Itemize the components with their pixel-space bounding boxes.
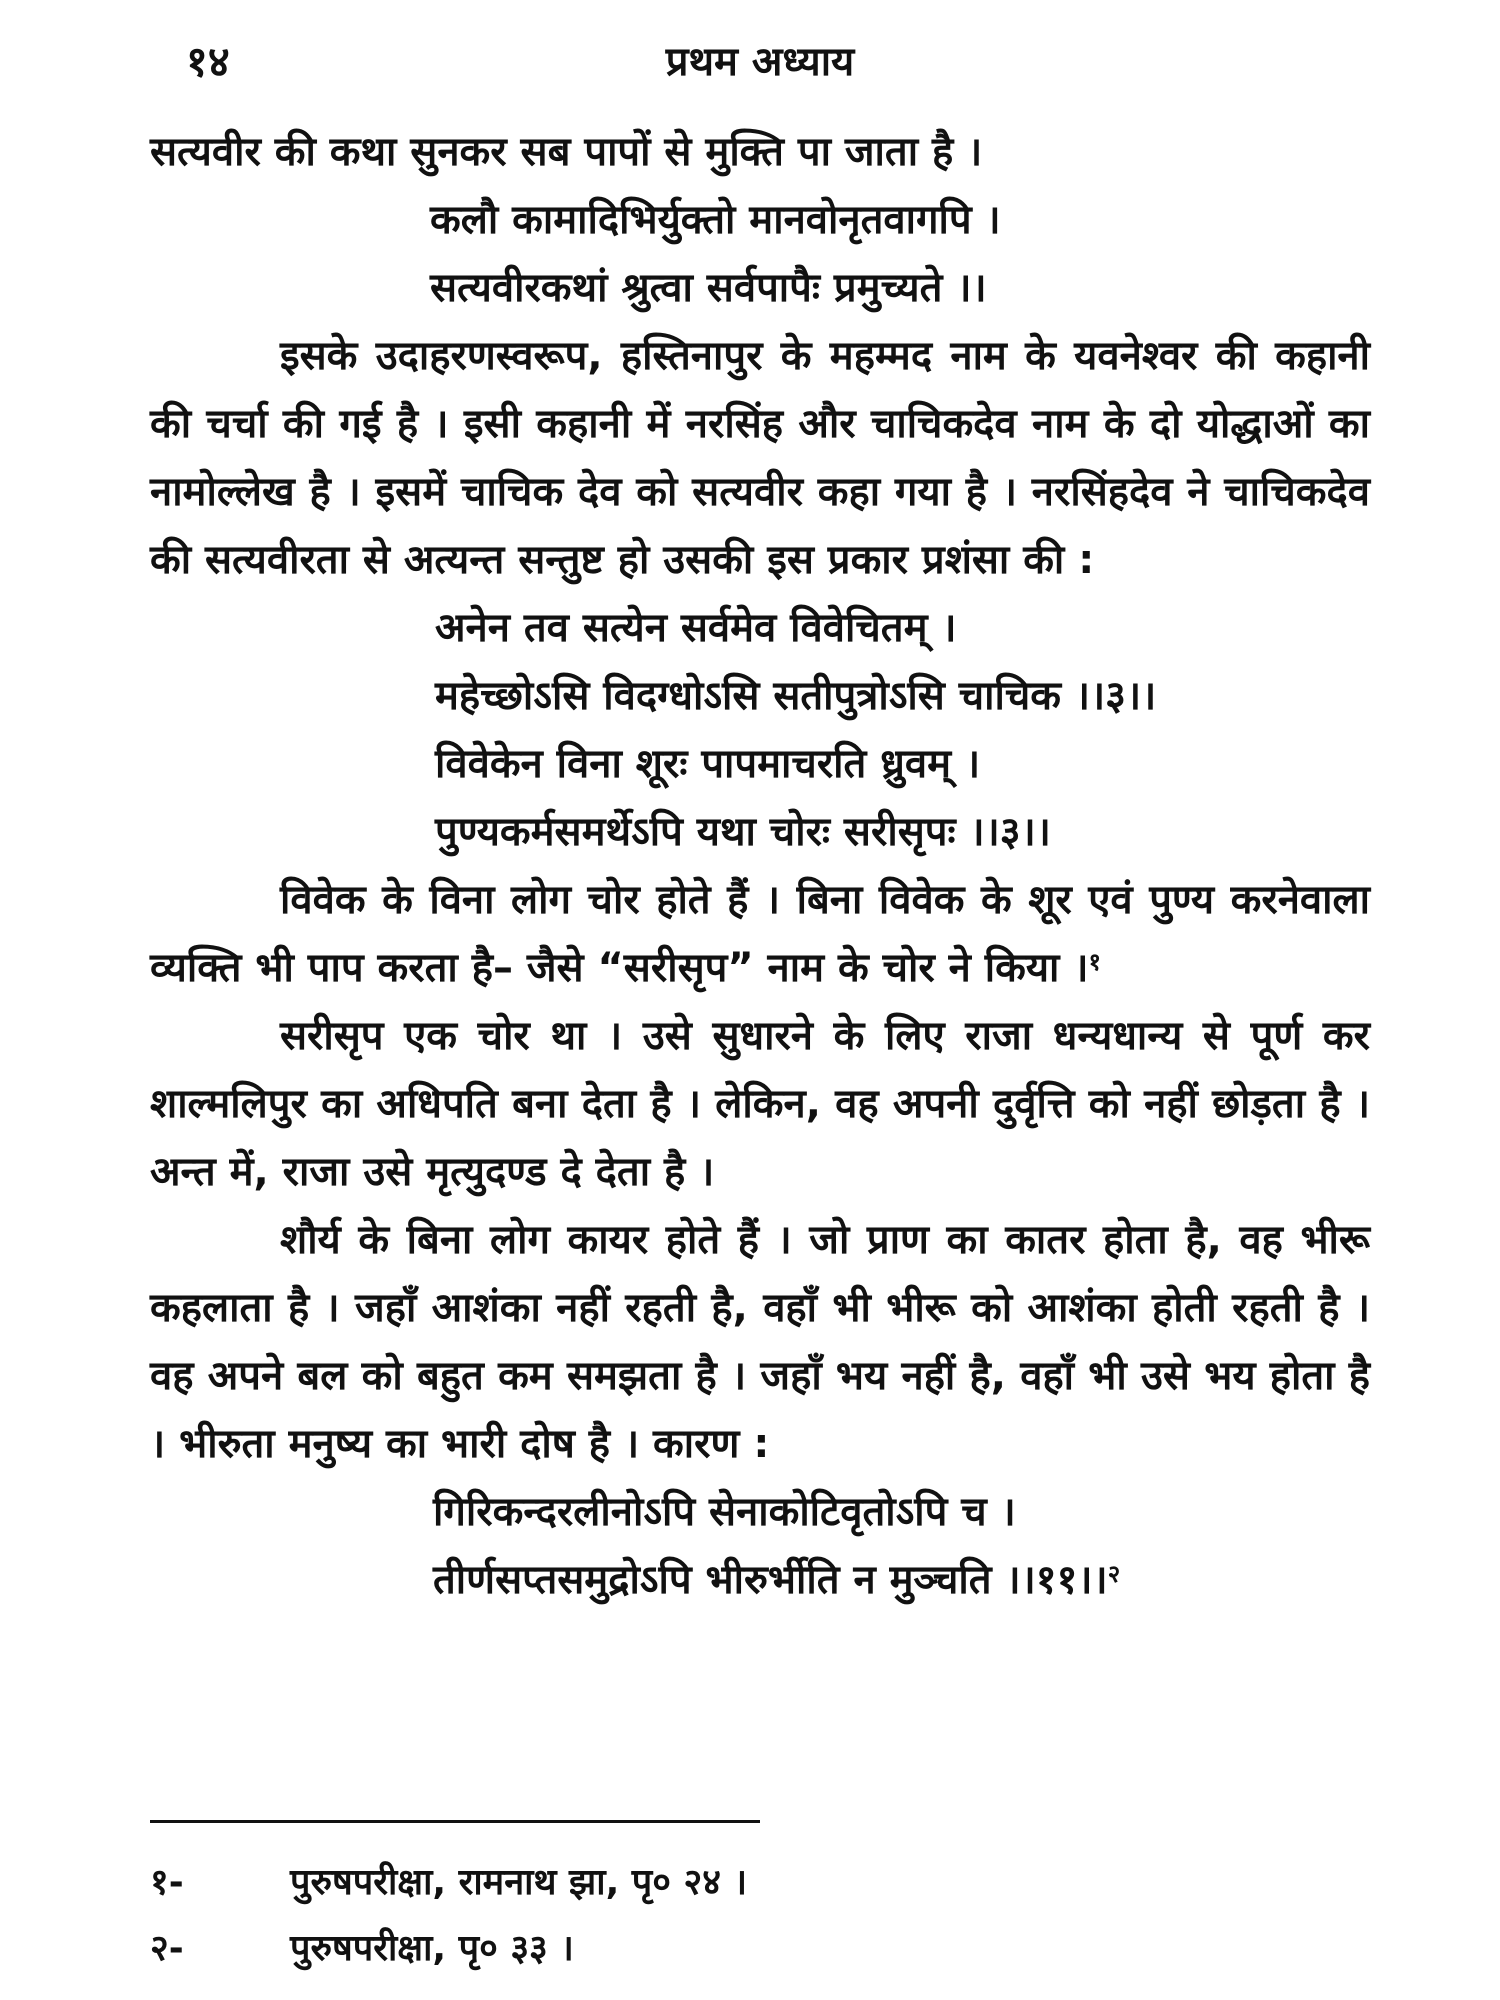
- footnotes: [150, 1850, 1250, 1982]
- page-number: १४: [186, 37, 230, 86]
- verse-2-line-1: अनेन तव सत्येन सर्वमेव विवेचितम् ।: [435, 605, 957, 651]
- verse-3-line-2-text: तीर्णसप्तसमुद्रोऽपि भीरुर्भीति न मुञ्चति ।।११।।: [433, 1557, 1108, 1603]
- verse-1-line-1: कलौ कामादिभिर्युक्तो मानवोनृतवागपि ।: [430, 197, 1001, 243]
- footnote-divider: [150, 1820, 760, 1823]
- footnote-2-text: पुरुषपरीक्षा, पृ० ३३ ।: [290, 1928, 574, 1969]
- verse-2-line-2: महेच्छोऽसि विदग्धोऽसि सतीपुत्रोऽसि चाचिक ।।३।।: [435, 673, 1157, 719]
- verse-2-line-3: विवेकेन विना शूरः पापमाचरति ध्रुवम् ।: [435, 741, 981, 787]
- footnote-2: [150, 1916, 1250, 1982]
- footnote-1-mark: १-: [150, 1862, 184, 1903]
- footnote-1: [150, 1850, 1250, 1916]
- paragraph-5: शौर्य के बिना लोग कायर होते हैं । जो प्राण का कातर होता है, वह भीरू कहलाता है । जहाँ आशंका नहीं रहती है, वहाँ भी भीरू को आशंका होती रहती है । वह अपने बल को बहुत कम समझता है । जहाँ भय नहीं है, वहाँ भी उसे भय होता है । भीरुता मनुष्य का भारी दोष है । कारण :: [150, 1217, 1370, 1467]
- paragraph-3: [150, 866, 1370, 1002]
- footnote-1-text: पुरुषपरीक्षा, रामनाथ झा, पृ० २४ ।: [290, 1862, 748, 1903]
- footnote-ref-1[interactable]: १: [1088, 948, 1101, 976]
- paragraph-3-text: विवेक के विना लोग चोर होते हैं । बिना विवेक के शूर एवं पुण्य करनेवाला व्यक्ति भी पाप करता है– जैसे “सरीसृप” नाम के चोर ने किया ।: [150, 877, 1370, 991]
- paragraph-4: सरीसृप एक चोर था । उसे सुधारने के लिए राजा धन्यधान्य से पूर्ण कर शाल्मलिपुर का अधिपति बना देता है । लेकिन, वह अपनी दुर्वृत्ति को नहीं छोड़ता है । अन्त में, राजा उसे मृत्युदण्ड दे देता है ।: [150, 1013, 1370, 1195]
- page-header: [150, 32, 1370, 92]
- page-body: [150, 118, 1370, 1614]
- footnote-2-mark: २-: [150, 1928, 184, 1969]
- verse-2-line-4: पुण्यकर्मसमर्थेऽपि यथा चोरः सरीसृपः ।।३।।: [435, 809, 1051, 855]
- verse-3-line-1: गिरिकन्दरलीनोऽपि सेनाकोटिवृतोऽपि च ।: [433, 1489, 1016, 1535]
- paragraph-2: इसके उदाहरणस्वरूप, हस्तिनापुर के महम्मद नाम के यवनेश्वर की कहानी की चर्चा की गई है । इसी कहानी में नरसिंह और चाचिकदेव नाम के दो योद्धाओं का नामोल्लेख है । इसमें चाचिक देव को सत्यवीर कहा गया है । नरसिंहदेव ने चाचिकदेव की सत्यवीरता से अत्यन्त सन्तुष्ट हो उसकी इस प्रकार प्रशंसा की :: [150, 333, 1370, 583]
- verse-1-line-2: सत्यवीरकथां श्रुत्वा सर्वपापैः प्रमुच्यते ।।: [430, 265, 987, 311]
- verse-3-line-2: [150, 1546, 1370, 1614]
- running-title: प्रथम अध्याय: [665, 39, 855, 85]
- paragraph-1: सत्यवीर की कथा सुनकर सब पापों से मुक्ति पा जाता है ।: [150, 129, 983, 175]
- footnote-ref-2[interactable]: २: [1107, 1560, 1121, 1588]
